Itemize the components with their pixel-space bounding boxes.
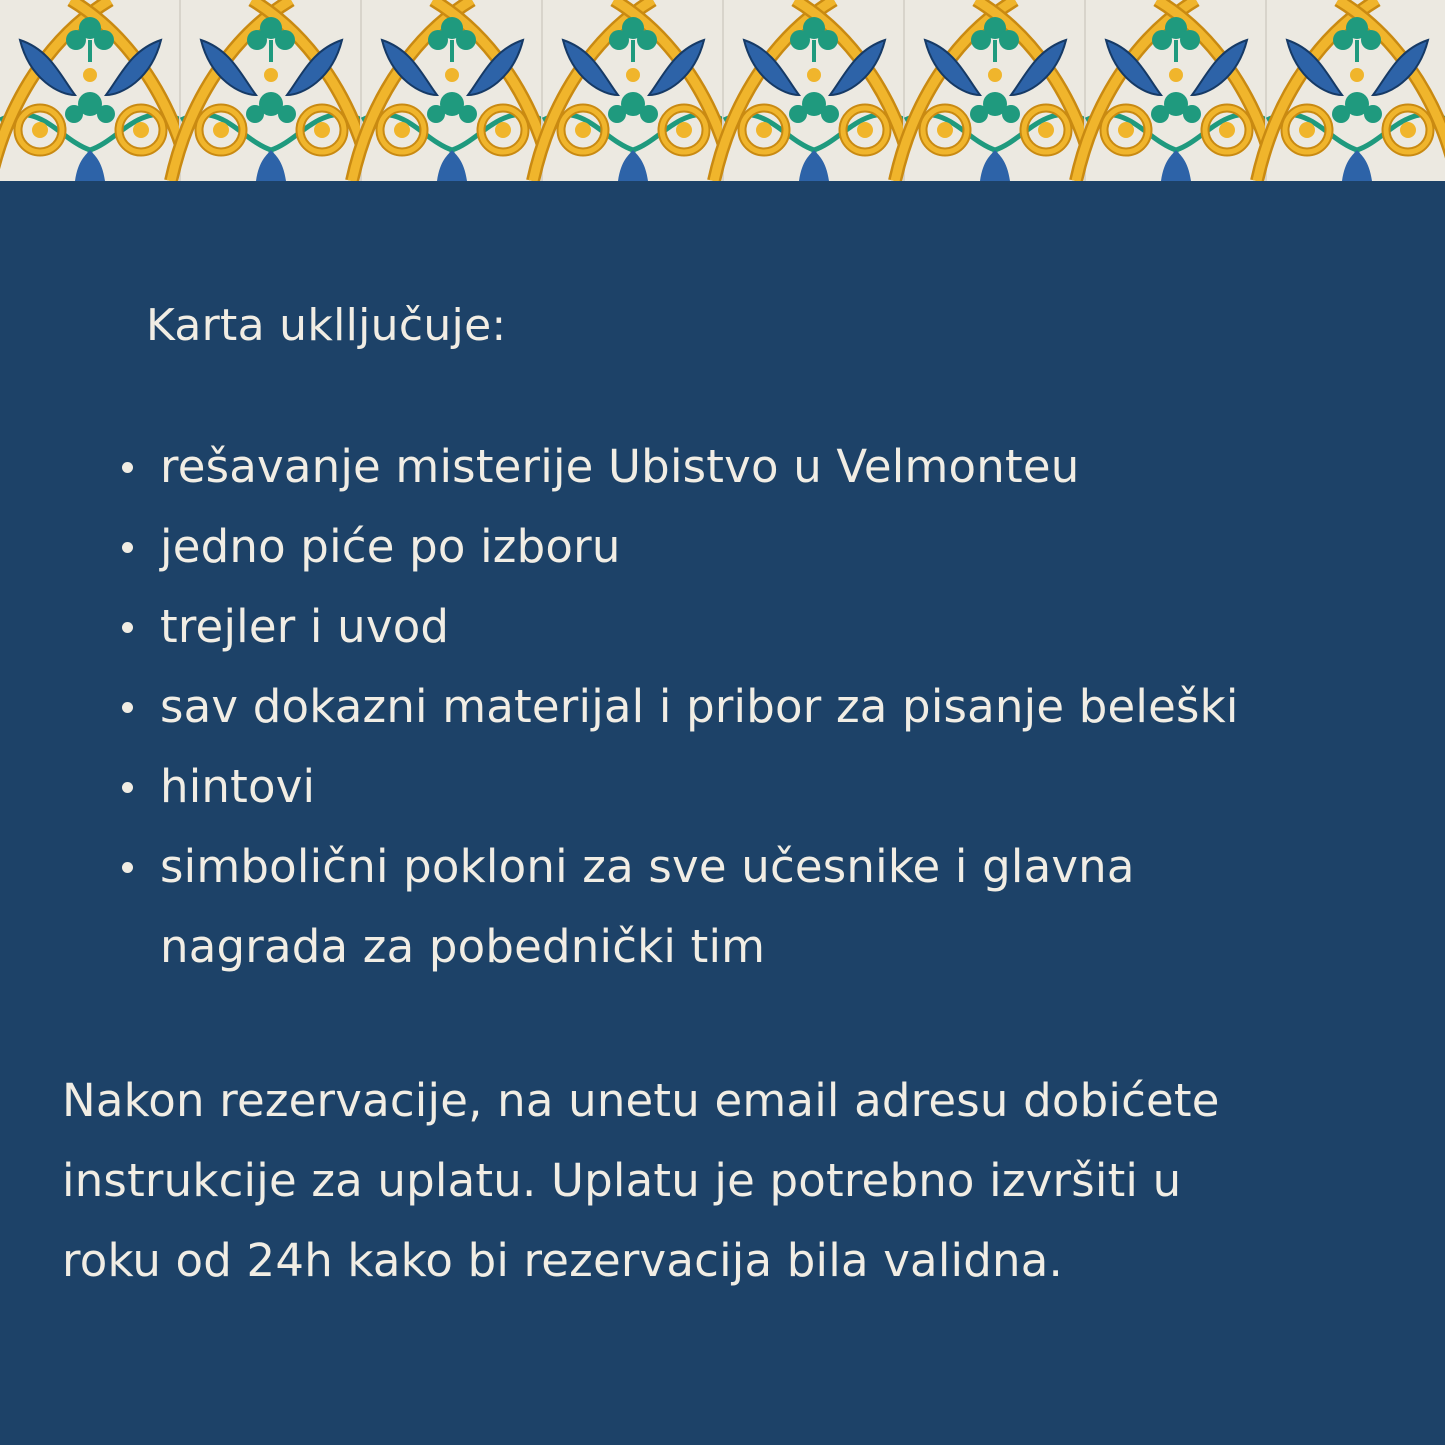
list-item-text-continued: nagrada za pobednički tim	[160, 920, 766, 973]
payment-note	[62, 1061, 1402, 1301]
list-item-text: sav dokazni materijal i pribor za pisanje beleški	[160, 680, 1239, 733]
ticket-includes-list	[160, 427, 1400, 987]
list-item-text: hintovi	[160, 760, 316, 813]
bullet-icon	[122, 622, 133, 633]
list-item-text: trejler i uvod	[160, 600, 450, 653]
majolica-tile-pattern-icon	[0, 0, 1445, 181]
list-item-text: jedno piće po izboru	[160, 520, 621, 573]
list-item	[160, 827, 1400, 987]
bullet-icon	[122, 542, 133, 553]
bullet-icon	[122, 702, 133, 713]
list-item	[160, 747, 1400, 827]
list-item	[160, 587, 1400, 667]
payment-note-line: roku od 24h kako bi rezervacija bila validna.	[62, 1234, 1063, 1287]
list-item	[160, 507, 1400, 587]
list-item	[160, 427, 1400, 507]
bullet-icon	[122, 862, 133, 873]
bullet-icon	[122, 782, 133, 793]
page-title: Karta uklljučuje:	[146, 300, 507, 351]
list-item-text: simbolični pokloni za sve učesnike i glavna	[160, 840, 1135, 893]
list-item	[160, 667, 1400, 747]
payment-note-line: Nakon rezervacije, na unetu email adresu dobićete	[62, 1074, 1220, 1127]
tile-border-band	[0, 0, 1445, 181]
list-item-text: rešavanje misterije Ubistvo u Velmonteu	[160, 440, 1080, 493]
payment-note-line: instrukcije za uplatu. Uplatu je potrebno izvršiti u	[62, 1154, 1182, 1207]
bullet-icon	[122, 462, 133, 473]
ticket-info-panel	[0, 181, 1445, 1445]
